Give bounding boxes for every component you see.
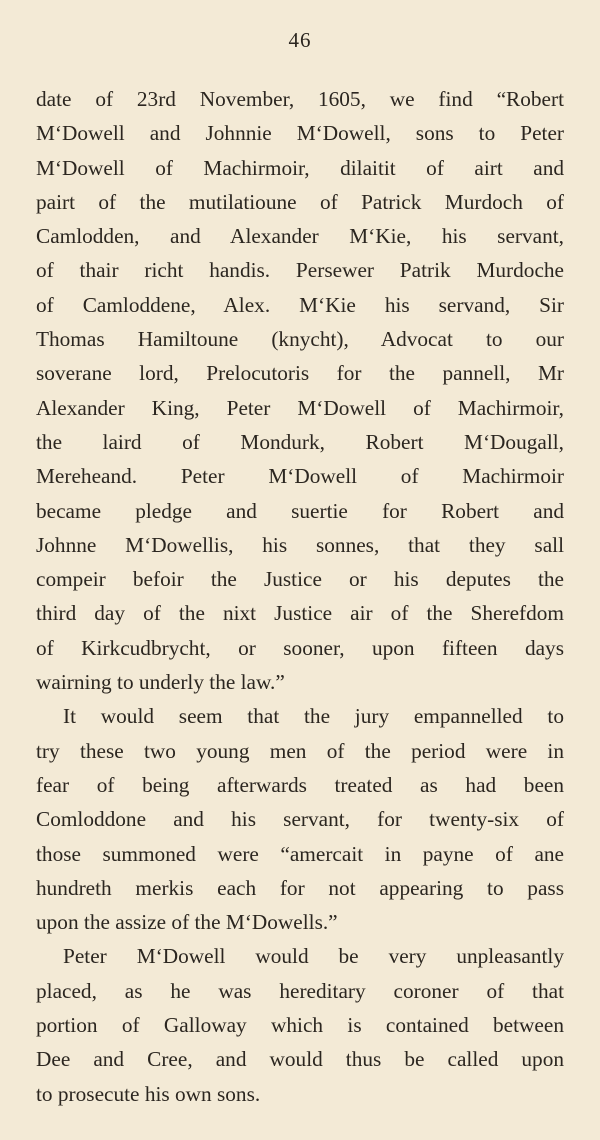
text-line: soverane lord, Prelocutoris for the pannell, Mr [36,361,564,386]
text-line: placed, as he was hereditary coroner of that [36,978,564,1003]
text-line: of thair richt handis. Persewer Patrik Murdoche [36,258,564,283]
text-line: Peter M‘Dowell would be very unpleasantly [63,944,564,969]
text-line: Mereheand. Peter M‘Dowell of Machirmoir [36,464,564,489]
text-line: fear of being afterwards treated as had been [36,772,564,797]
text-line: Camlodden, and Alexander M‘Kie, his servant, [36,224,564,249]
text-line: of Camloddene, Alex. M‘Kie his servand, Sir [36,292,564,317]
text-line: M‘Dowell of Machirmoir, dilaitit of airt and [36,155,564,180]
text-line: upon the assize of the M‘Dowells.” [36,910,338,935]
text-line: to prosecute his own sons. [36,1081,261,1106]
paragraph-3 [36,939,564,1110]
text-line: the laird of Mondurk, Robert M‘Dougall, [36,429,564,454]
text-line: M‘Dowell and Johnnie M‘Dowell, sons to Peter [36,121,564,146]
text-line: compeir befoir the Justice or his deputes the [36,567,564,592]
body-text [36,82,564,1111]
paragraph-1 [36,82,564,699]
text-line: wairning to underly the law.” [36,670,285,695]
text-line: Johnne M‘Dowellis, his sonnes, that they sall [36,532,564,557]
text-line: pairt of the mutilatioune of Patrick Murdoch of [36,189,564,214]
text-line: Dee and Cree, and would thus be called upon [36,1047,564,1072]
paragraph-2 [36,699,564,939]
text-line: of Kirkcudbrycht, or sooner, upon fifteen days [36,635,564,660]
text-line: portion of Galloway which is contained between [36,1013,564,1038]
text-line: third day of the nixt Justice air of the Sherefdom [36,601,564,626]
text-line: those summoned were “amercait in payne of ane [36,841,564,866]
text-line: try these two young men of the period were in [36,738,564,763]
text-line: Comloddone and his servant, for twenty-six of [36,807,564,832]
text-line: became pledge and suertie for Robert and [36,498,564,523]
page-number: 46 [288,28,312,52]
text-line: date of 23rd November, 1605, we find “Robert [36,87,564,111]
text-line: Alexander King, Peter M‘Dowell of Machirmoir, [36,395,564,420]
text-line: It would seem that the jury empannelled to [63,704,564,729]
text-line: hundreth merkis each for not appearing to pass [36,875,564,900]
text-line: Thomas Hamiltoune (knycht), Advocat to our [36,327,564,352]
